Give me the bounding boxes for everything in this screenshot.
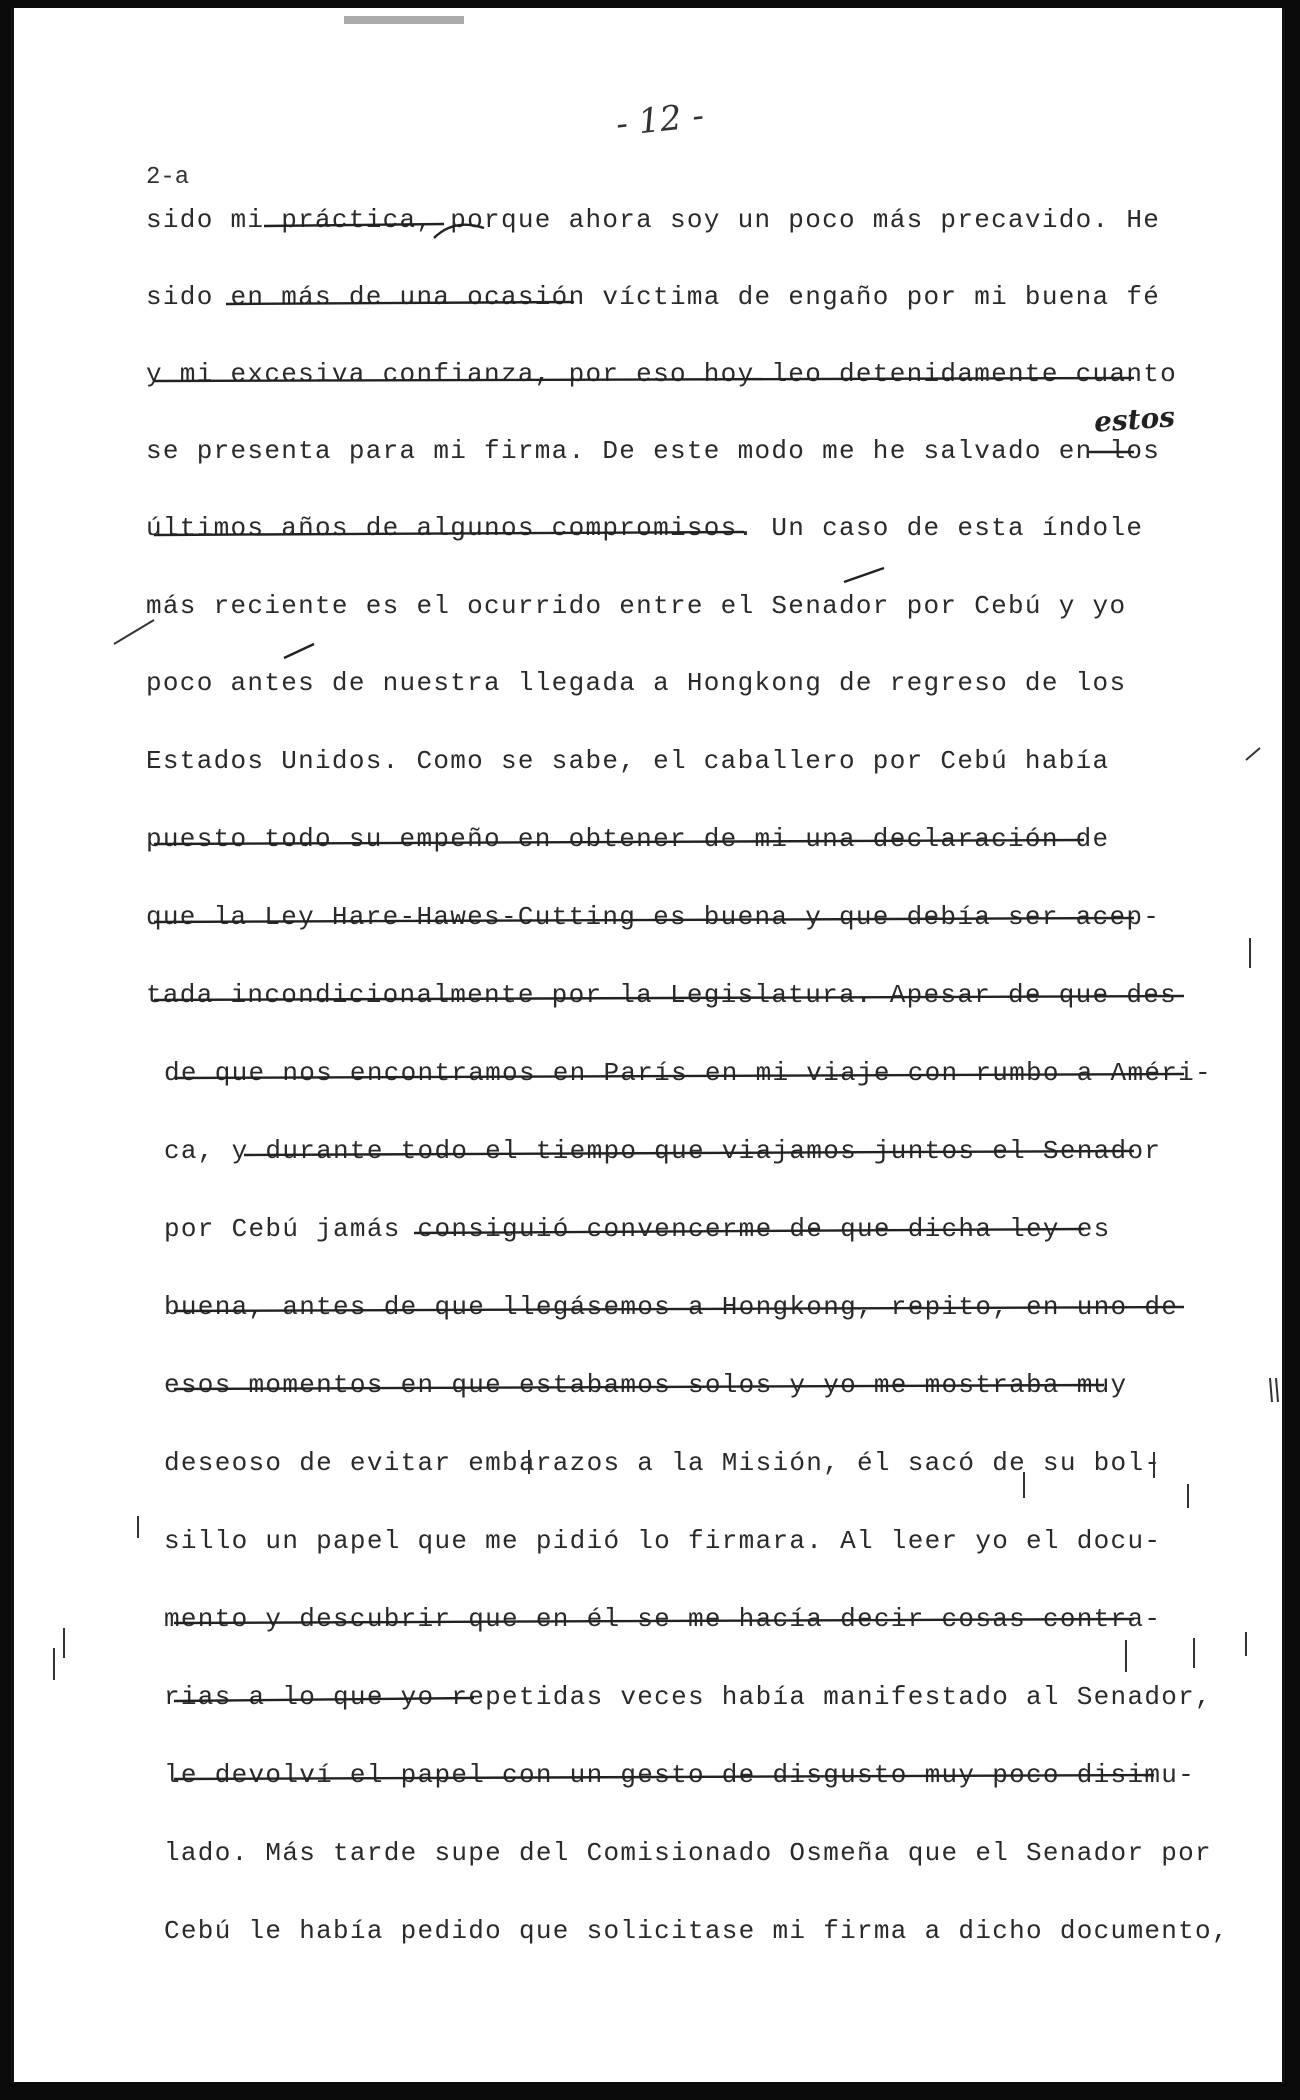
text-line: sido en más de una ocasión víctima de engaño por mi buena fé [146,282,1161,312]
text-line: que la Ley Hare-Hawes-Cutting es buena y que debía ser acep- [146,902,1161,932]
document-page [10,8,1285,2082]
text-line: puesto todo su empeño en obtener de mi una declaración de [146,824,1110,854]
text-line: por Cebú jamás consiguió convencerme de que dicha ley es [164,1214,1111,1244]
handwritten-insertion: estos [1092,400,1177,439]
text-line: de que nos encontramos en París en mi viaje con rumbo a Améri- [164,1058,1212,1088]
text-line: lado. Más tarde supe del Comisionado Osmeña que el Senador por [164,1838,1212,1868]
text-line: Estados Unidos. Como se sabe, el caballero por Cebú había [146,746,1110,776]
text-line: Cebú le había pedido que solicitase mi firma a dicho documento, [164,1916,1229,1946]
text-line: sillo un papel que me pidió lo firmara. Al leer yo el docu- [164,1526,1162,1556]
text-line: últimos años de algunos compromisos. Un caso de esta índole [146,513,1144,543]
text-line: le devolví el papel con un gesto de disgusto muy poco disimu- [164,1760,1196,1790]
text-line: tada incondicionalmente por la Legislatura. Apesar de que des [146,980,1178,1010]
text-line: más reciente es el ocurrido entre el Senador por Cebú y yo [146,591,1127,621]
text-line: ca, y durante todo el tiempo que viajamos juntos el Senador [164,1136,1162,1166]
text-line: rias a lo que yo repetidas veces había manifestado al Senador, [164,1682,1212,1712]
text-line: se presenta para mi firma. De este modo me he salvado en los [146,436,1161,466]
typed-text [14,8,1282,2082]
text-line: deseoso de evitar embarazos a la Misión, él sacó de su bol- [164,1448,1162,1478]
text-line: y mi excesiva confianza, por eso hoy leo detenidamente cuanto [146,359,1178,389]
text-line: poco antes de nuestra llegada a Hongkong de regreso de los [146,668,1127,698]
text-line: buena, antes de que llegásemos a Hongkong, repito, en uno de [164,1292,1179,1322]
text-line: esos momentos en que estabamos solos y yo me mostraba muy [164,1370,1128,1400]
text-line: mento y descubrir que en él se me hacía decir cosas contra- [164,1604,1162,1634]
page-number: - 12 - [614,95,706,145]
text-line: sido mi práctica, porque ahora soy un poco más precavido. He [146,205,1161,235]
page-reference: 2-a [146,164,190,191]
